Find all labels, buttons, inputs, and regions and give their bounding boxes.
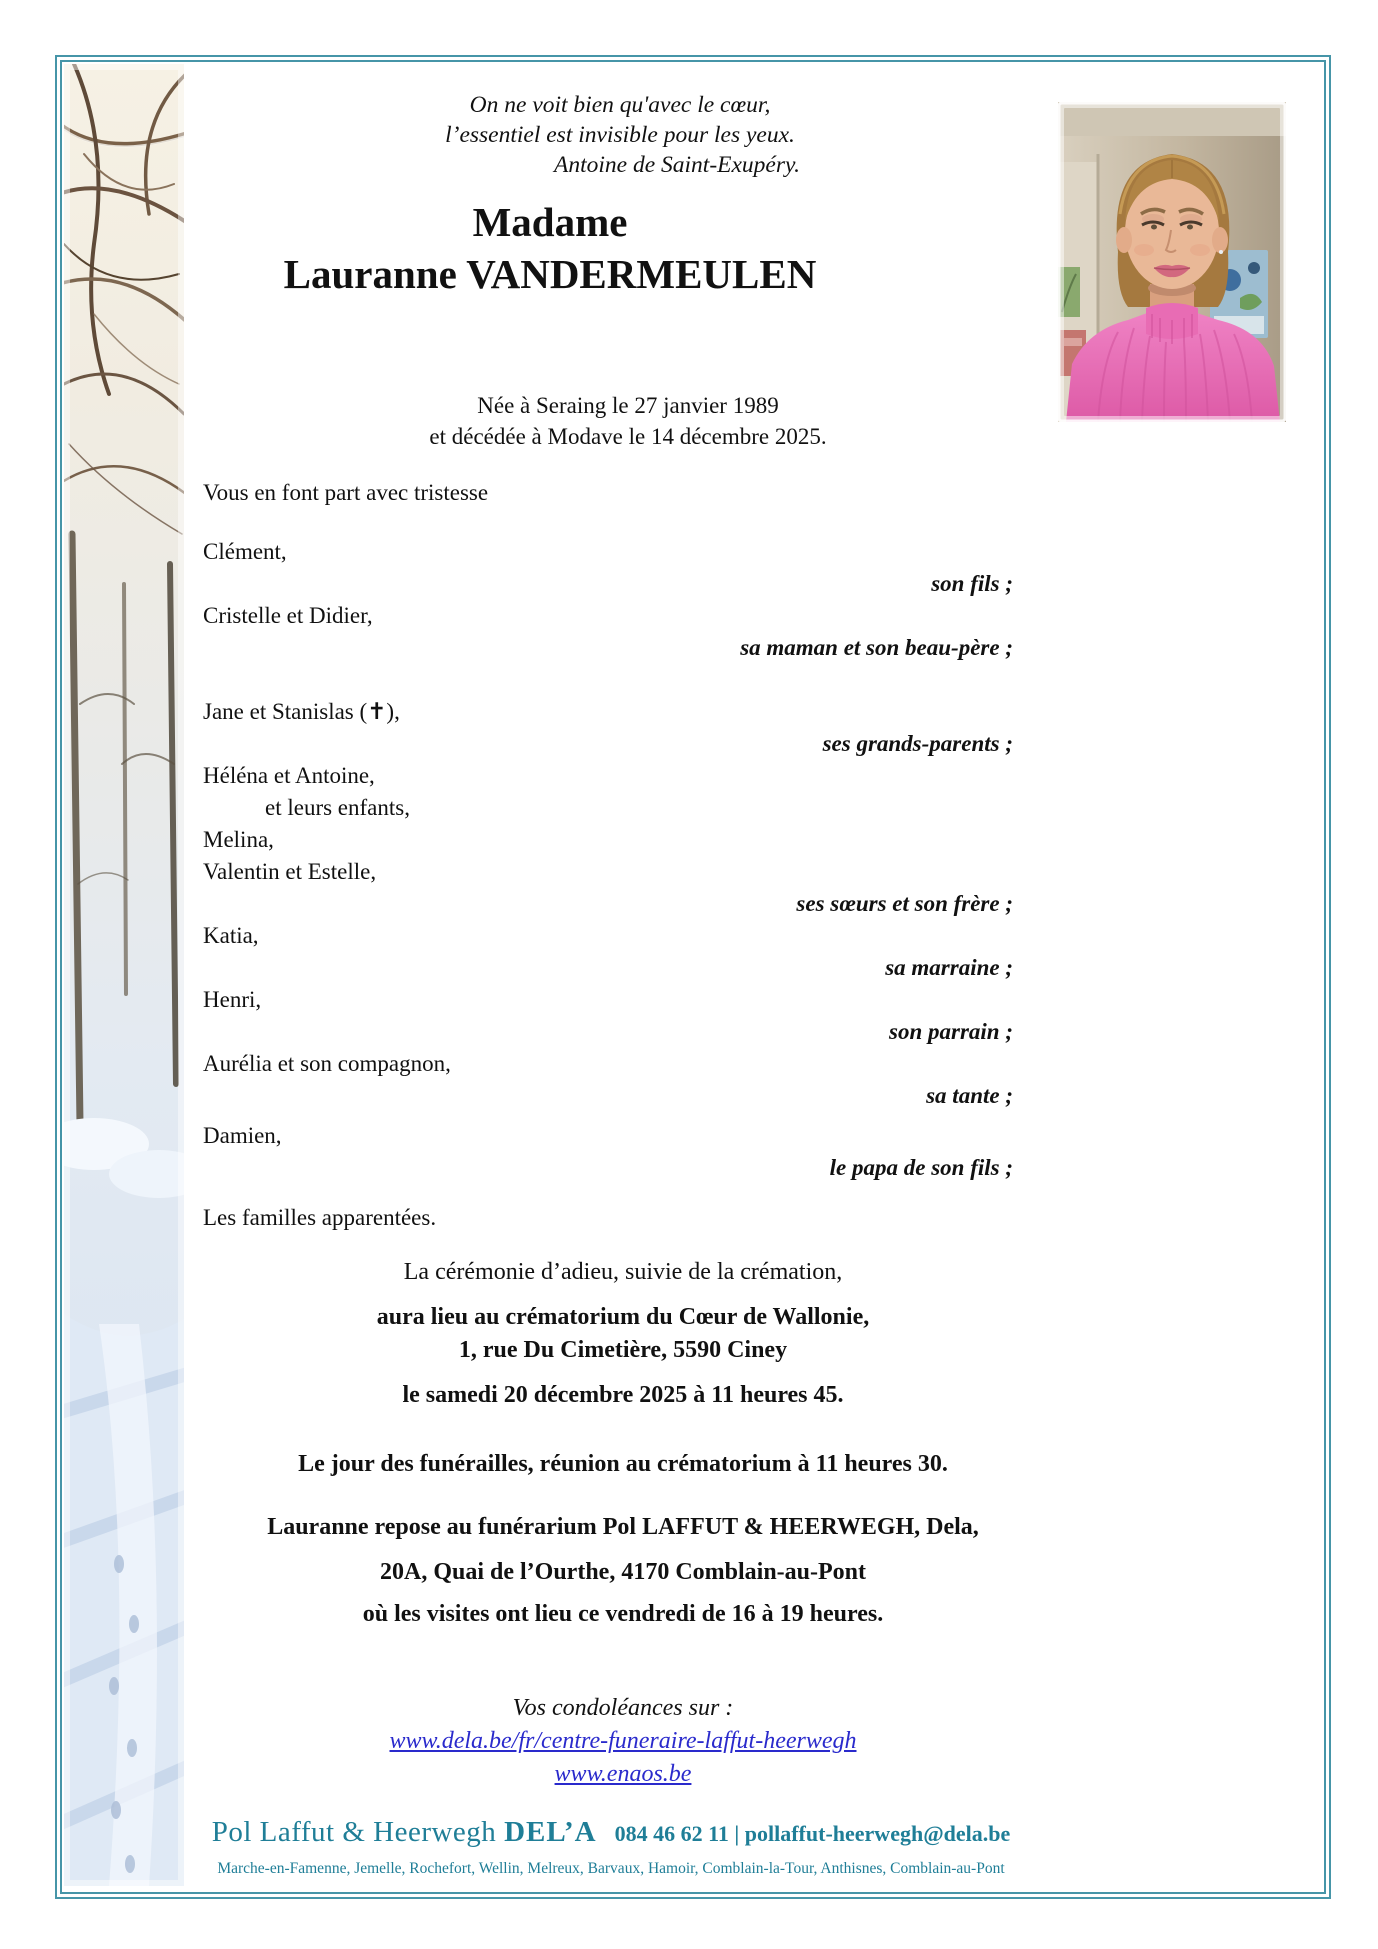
funeral-home-footer [203, 1812, 1019, 1880]
family-relation: sa tante ; [926, 1083, 1013, 1108]
family-member: Aurélia et son compagnon, [203, 1051, 451, 1076]
family-member: Clément, [203, 539, 287, 564]
family-member: et leurs enfants, [265, 795, 410, 820]
family-member: Henri, [203, 987, 262, 1012]
ceremony-intro: La cérémonie d’adieu, suivie de la crémation, [403, 1259, 843, 1285]
life-dates [203, 390, 1053, 452]
family-member: Les familles apparentées. [203, 1205, 437, 1230]
portrait-illustration [1058, 102, 1286, 422]
birth-line: Née à Seraing le 27 janvier 1989 [477, 393, 779, 418]
repose-visits: où les visites ont lieu ce vendredi de 16 à 19 heures. [362, 1601, 884, 1627]
portrait-photo [1058, 102, 1286, 422]
family-list [203, 536, 1013, 1234]
family-relation: ses grands-parents ; [822, 731, 1013, 756]
footer-contact: 084 46 62 11 | pollaffut-heerwegh@dela.be [614, 1821, 1011, 1846]
family-member: Katia, [203, 923, 259, 948]
winter-path-photo [64, 64, 184, 1886]
ceremony-details [203, 1256, 1043, 1631]
family-relation: le papa de son fils ; [829, 1155, 1013, 1180]
funeral-home-logo [212, 1812, 597, 1852]
page-title [180, 196, 920, 300]
death-line: et décédée à Modave le 14 décembre 2025. [429, 424, 827, 449]
deceased-name: Lauranne VANDERMEULEN [283, 251, 817, 297]
brand-mark-dela: DEL’A [504, 1816, 597, 1848]
condolences-link-enaos[interactable]: www.enaos.be [554, 1761, 692, 1787]
family-member: Melina, [203, 827, 274, 852]
repose-line2: 20A, Quai de l’Ourthe, 4170 Comblain-au-Pont [379, 1559, 867, 1585]
quote-attribution: Antoine de Saint-Exupéry. [553, 152, 801, 178]
ceremony-venue-line1: aura lieu au crématorium du Cœur de Wallonie, [376, 1304, 870, 1330]
ceremony-meeting: Le jour des funérailles, réunion au crématorium à 11 heures 30. [298, 1451, 948, 1477]
family-relation: sa marraine ; [885, 955, 1013, 980]
deceased-title: Madame [472, 199, 628, 245]
family-relation: ses sœurs et son frère ; [796, 891, 1013, 916]
family-relation: son fils ; [931, 571, 1013, 596]
family-member: Valentin et Estelle, [203, 859, 377, 884]
ceremony-venue-line2: 1, rue Du Cimetière, 5590 Ciney [458, 1337, 788, 1363]
quote-line-1: On ne voit bien qu'avec le cœur, [469, 92, 771, 118]
repose-line1: Lauranne repose au funérarium Pol LAFFUT & HEERWEGH, Dela, [267, 1514, 979, 1540]
quote-block [330, 90, 910, 180]
family-member: Jane et Stanislas (✝), [203, 699, 400, 724]
condolences-label: Vos condoléances sur : [512, 1695, 734, 1721]
family-relation: son parrain ; [889, 1019, 1013, 1044]
footer-brand-row [203, 1812, 1019, 1854]
winter-path-illustration [64, 64, 184, 1886]
quote-line-2: l’essentiel est invisible pour les yeux. [445, 122, 795, 148]
condolences-link-dela[interactable]: www.dela.be/fr/centre-funeraire-laffut-heerwegh [389, 1728, 857, 1754]
footer-cities: Marche-en-Famenne, Jemelle, Rochefort, Wellin, Melreux, Barvaux, Hamoir, Comblain-la-Tour, Anthisnes, Comblain-au-Pont [217, 1860, 1005, 1877]
family-relation: sa maman et son beau-père ; [740, 635, 1013, 660]
announcement-line: Vous en font part avec tristesse [203, 480, 489, 505]
condolences-block [203, 1692, 1043, 1791]
ceremony-datetime: le samedi 20 décembre 2025 à 11 heures 45. [402, 1382, 844, 1408]
family-member: Cristelle et Didier, [203, 603, 373, 628]
family-member: Héléna et Antoine, [203, 763, 375, 788]
brand-prefix: Pol Laffut & Heerwegh [211, 1816, 497, 1848]
family-member: Damien, [203, 1123, 282, 1148]
